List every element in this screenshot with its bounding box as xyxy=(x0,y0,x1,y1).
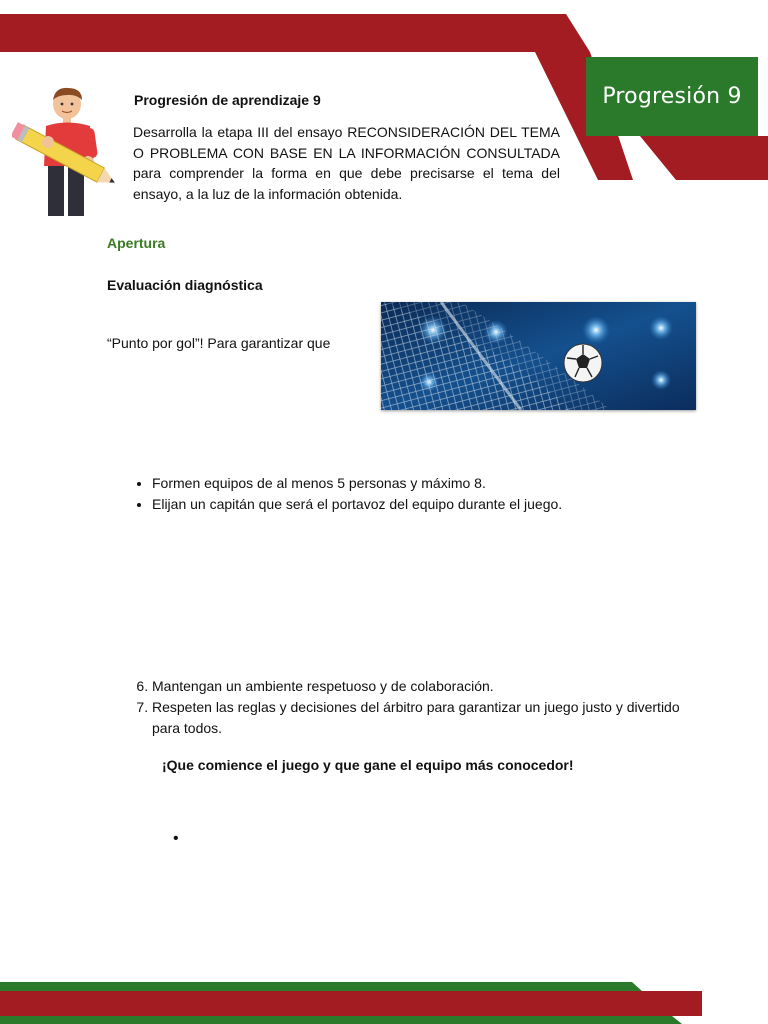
list-item: 7. Respeten las reglas y decisiones del árbitro para garantizar un juego justo y divertido para todos. xyxy=(152,697,692,739)
closing-message: ¡Que comience el juego y que gane el equipo más conocedor! xyxy=(162,757,574,773)
progression-description: Desarrolla la etapa III del ensayo RECONSIDERACIÓN DEL TEMA O PROBLEMA CON BASE EN LA INFORMACIÓN CONSULTADA para comprender la forma en que debe precisarse el tema del ensayo, a la luz de la información obtenida. xyxy=(133,124,560,202)
section-evaluacion: Evaluación diagnóstica xyxy=(107,277,263,293)
list-item: • Formen equipos de al menos 5 personas y máximo 8. xyxy=(152,473,712,494)
list-item: 6. Mantengan un ambiente respetuoso y de colaboración. xyxy=(152,676,692,697)
section-apertura: Apertura xyxy=(107,235,166,251)
progression-title: Progresión de aprendizaje 9 xyxy=(134,92,321,108)
boy-with-pencil-icon xyxy=(12,86,130,218)
punto-por-gol-text: “Punto por gol”! Para garantizar que xyxy=(107,335,331,351)
progression-badge: Progresión 9 xyxy=(586,57,758,136)
rules-bullet-list xyxy=(130,473,712,515)
empty-bullet: • xyxy=(173,830,179,847)
rules-numbered-list xyxy=(130,676,692,739)
soccer-ball-in-net-photo xyxy=(381,302,696,410)
footer-band xyxy=(0,975,768,1024)
list-item: • Elijan un capitán que será el portavoz del equipo durante el juego. xyxy=(152,494,712,515)
